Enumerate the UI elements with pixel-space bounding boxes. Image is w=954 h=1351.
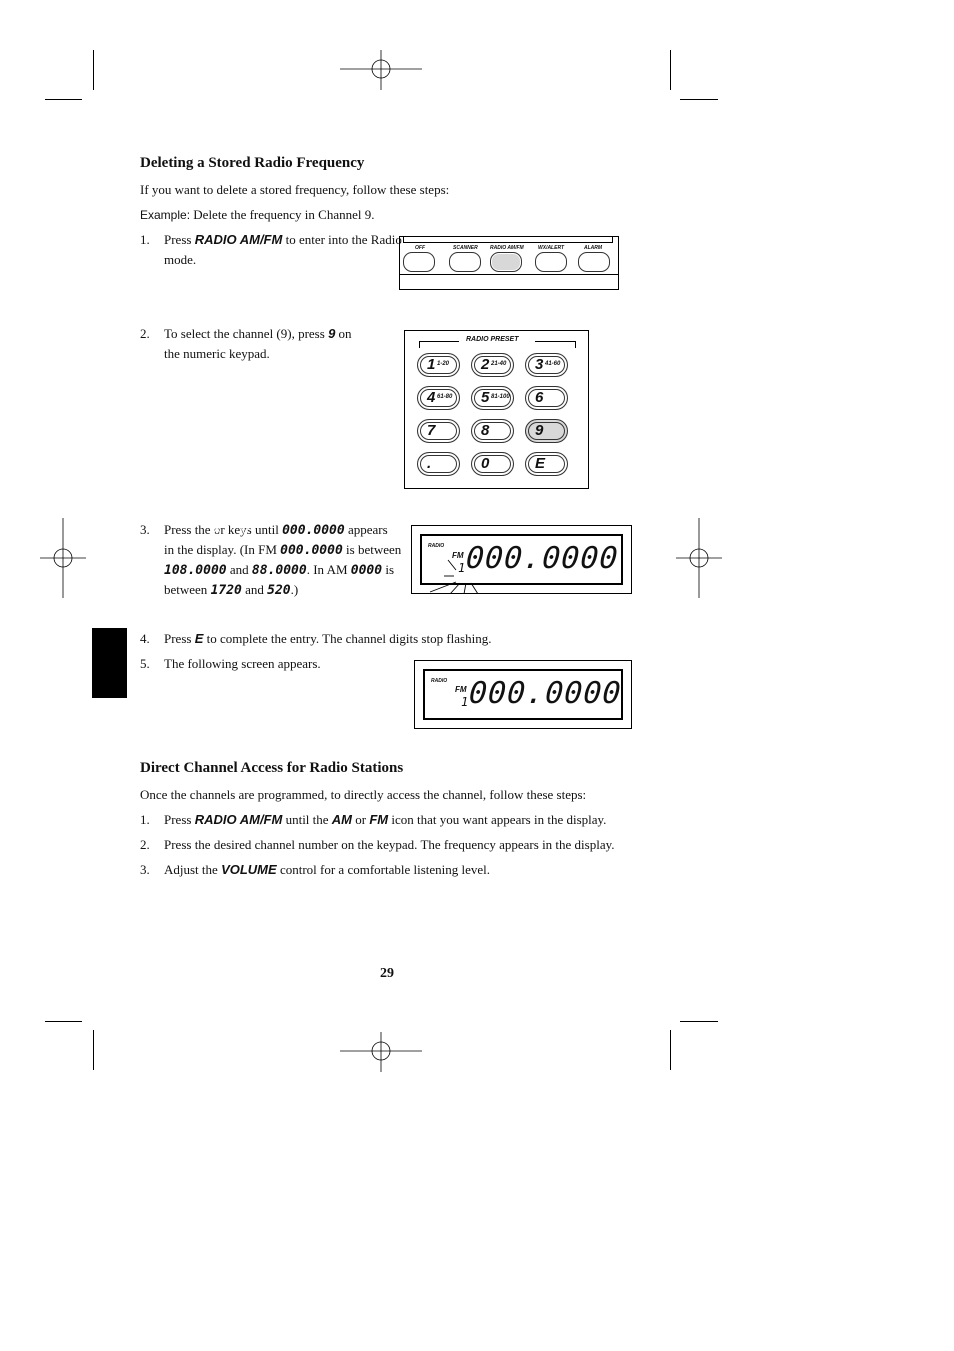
step-text-part: is between [342,542,402,557]
keypad-key-4[interactable] [471,386,514,410]
keypad-key-7[interactable] [471,419,514,443]
wx-alert-button[interactable] [535,252,567,272]
step-text [164,324,352,344]
keypad-key-range: 41-60 [545,361,561,367]
keypad-key-number: 1 [427,356,436,373]
step-text-part: between [164,582,211,597]
scanner-button[interactable] [449,252,481,272]
intro-text: Once the channels are programmed, to directly access the channel, follow these steps: [140,787,587,802]
off-button[interactable] [403,252,435,272]
page-number: 29 [380,966,394,981]
step-text [164,629,491,649]
panel-label-radio: RADIO AM/FM [490,245,524,251]
keypad-key-number: 7 [427,422,436,439]
step-text-part: is [382,562,394,577]
step-text-part: and [241,582,268,597]
step-number: 1. [140,812,150,827]
lcd-channel: 1 [461,695,469,709]
section-tab [92,628,127,698]
keypad-key-number: 9 [535,422,544,439]
panel-label-wx: WX/ALERT [538,245,565,251]
key-label: E [194,631,204,646]
lcd-inline: 000.0000 [280,543,343,558]
flash-rays-icon [426,556,496,594]
panel-label-alarm: ALARM [584,245,603,251]
keypad-key-number: 4 [427,389,436,406]
panel-label-off: OFF [415,245,425,251]
step-text-part: . In AM [306,562,351,577]
panel-top-bevel [403,237,613,243]
keypad-key-1[interactable] [471,353,514,377]
step-number: 3. [140,522,150,537]
lcd-inline: 1720 [210,583,242,598]
up-arrow-icon [212,526,222,536]
lcd-channel: 1 [458,561,466,575]
step-number: 1. [140,232,150,247]
step-text: Press the desired channel number on the keypad. The frequency appears in the display. [164,837,615,852]
step-text-part: Adjust the [164,862,222,877]
keypad-key-9[interactable] [417,452,460,476]
step-text-continued [164,580,298,601]
keypad-key-11[interactable] [525,452,568,476]
lcd-fm-label: FM [452,551,464,560]
alarm-button[interactable] [578,252,610,272]
step-number: 2. [140,837,150,852]
radio-am-fm-button[interactable] [490,252,522,272]
panel-label-scanner: SCANNER [453,245,478,251]
keypad-key-number: 6 [535,389,544,406]
lcd-inline: 88.0000 [251,563,307,578]
keypad-title: RADIO PRESET [466,336,519,343]
lcd-inline: 108.0000 [164,563,227,578]
keypad-key-3[interactable] [417,386,460,410]
example-line [140,205,375,225]
step-text-part: on [335,326,352,341]
example-label: Example: [140,208,191,222]
step-text-part: and [226,562,252,577]
mode-button-panel [399,236,619,290]
registration-mark-left [40,518,86,598]
keypad-key-10[interactable] [471,452,514,476]
keypad-key-range: 21-40 [491,361,507,367]
example-text: Delete the frequency in Channel 9. [190,207,375,222]
lcd-fm-label: FM [455,685,467,694]
step-number: 4. [140,631,150,646]
keypad-key-number: 5 [481,389,490,406]
keypad-key-5[interactable] [525,386,568,410]
lcd-radio-label: RADIO [428,543,445,549]
radio-preset-keypad [404,330,589,489]
step-text-part: Press [164,812,195,827]
keypad-key-number: . [427,455,432,472]
step-text-part: to enter into the Radio [282,232,402,247]
lcd-inline: 520 [267,583,291,598]
registration-mark-bottom [340,1027,422,1077]
step-text-continued [164,540,401,561]
keypad-key-number: 0 [481,455,490,472]
lcd-frequency: 000.0000 [464,541,620,576]
step-text-part: .) [290,582,299,597]
lcd-radio-label: RADIO [431,678,448,684]
step-number: 5. [140,656,150,671]
step-text-part: Press the or keys until [164,522,283,537]
section-heading: Direct Channel Access for Radio Stations [140,760,404,776]
step-text-continued: mode. [164,252,197,267]
step-text [164,230,402,250]
lcd-frequency: 000.0000 [467,676,623,711]
intro-text: If you want to delete a stored frequency, follow these steps: [140,182,450,197]
step-number: 2. [140,326,150,341]
keypad-key-range: 81-100 [491,394,510,400]
key-label: RADIO AM/FM [194,232,283,247]
keypad-key-number: 2 [481,356,490,373]
keypad-key-6[interactable] [417,419,460,443]
step-text-part: or [352,812,370,827]
step-text [164,860,490,880]
step-text-part: appears [344,522,388,537]
keypad-key-number: 8 [481,422,490,439]
registration-mark-top [340,45,422,95]
lcd-display-flashing [411,525,632,594]
step-text-part: in the display. (In FM [164,542,281,557]
panel-divider [400,274,618,275]
registration-mark-right [676,518,722,598]
step-text-part: Press [164,232,195,247]
step-text-part: control for a comfortable listening level. [276,862,491,877]
key-label: AM [331,812,353,827]
step-text-continued: the numeric keypad. [164,346,270,361]
step-text: The following screen appears. [164,656,321,671]
keypad-key-range: 61-80 [437,394,453,400]
keypad-key-range: 1-20 [437,361,450,367]
key-label: VOLUME [221,862,277,877]
keypad-key-number: E [535,455,546,472]
keypad-key-number: 3 [535,356,544,373]
step-text-continued [164,560,394,581]
step-text-part: icon that you want appears in the display. [388,812,607,827]
section-heading: Deleting a Stored Radio Frequency [140,155,365,171]
key-label: RADIO AM/FM [194,812,283,827]
down-arrow-icon [240,526,250,536]
step-text [164,810,606,830]
keypad-key-8[interactable] [525,419,568,443]
lcd-screen [423,669,623,720]
keypad-key-0[interactable] [417,353,460,377]
lcd-inline: 000.0000 [282,523,345,538]
lcd-inline: 0000 [350,563,383,578]
key-label: 9 [328,326,336,341]
lcd-display [414,660,632,729]
keypad-key-2[interactable] [525,353,568,377]
key-label: FM [369,812,389,827]
step-text-part: To select the channel (9), press [164,326,329,341]
step-number: 3. [140,862,150,877]
step-text-part: Press [164,631,195,646]
step-text-part: to complete the entry. The channel digits stop flashing. [203,631,492,646]
step-text-part: until the [282,812,332,827]
step-text [164,520,388,541]
